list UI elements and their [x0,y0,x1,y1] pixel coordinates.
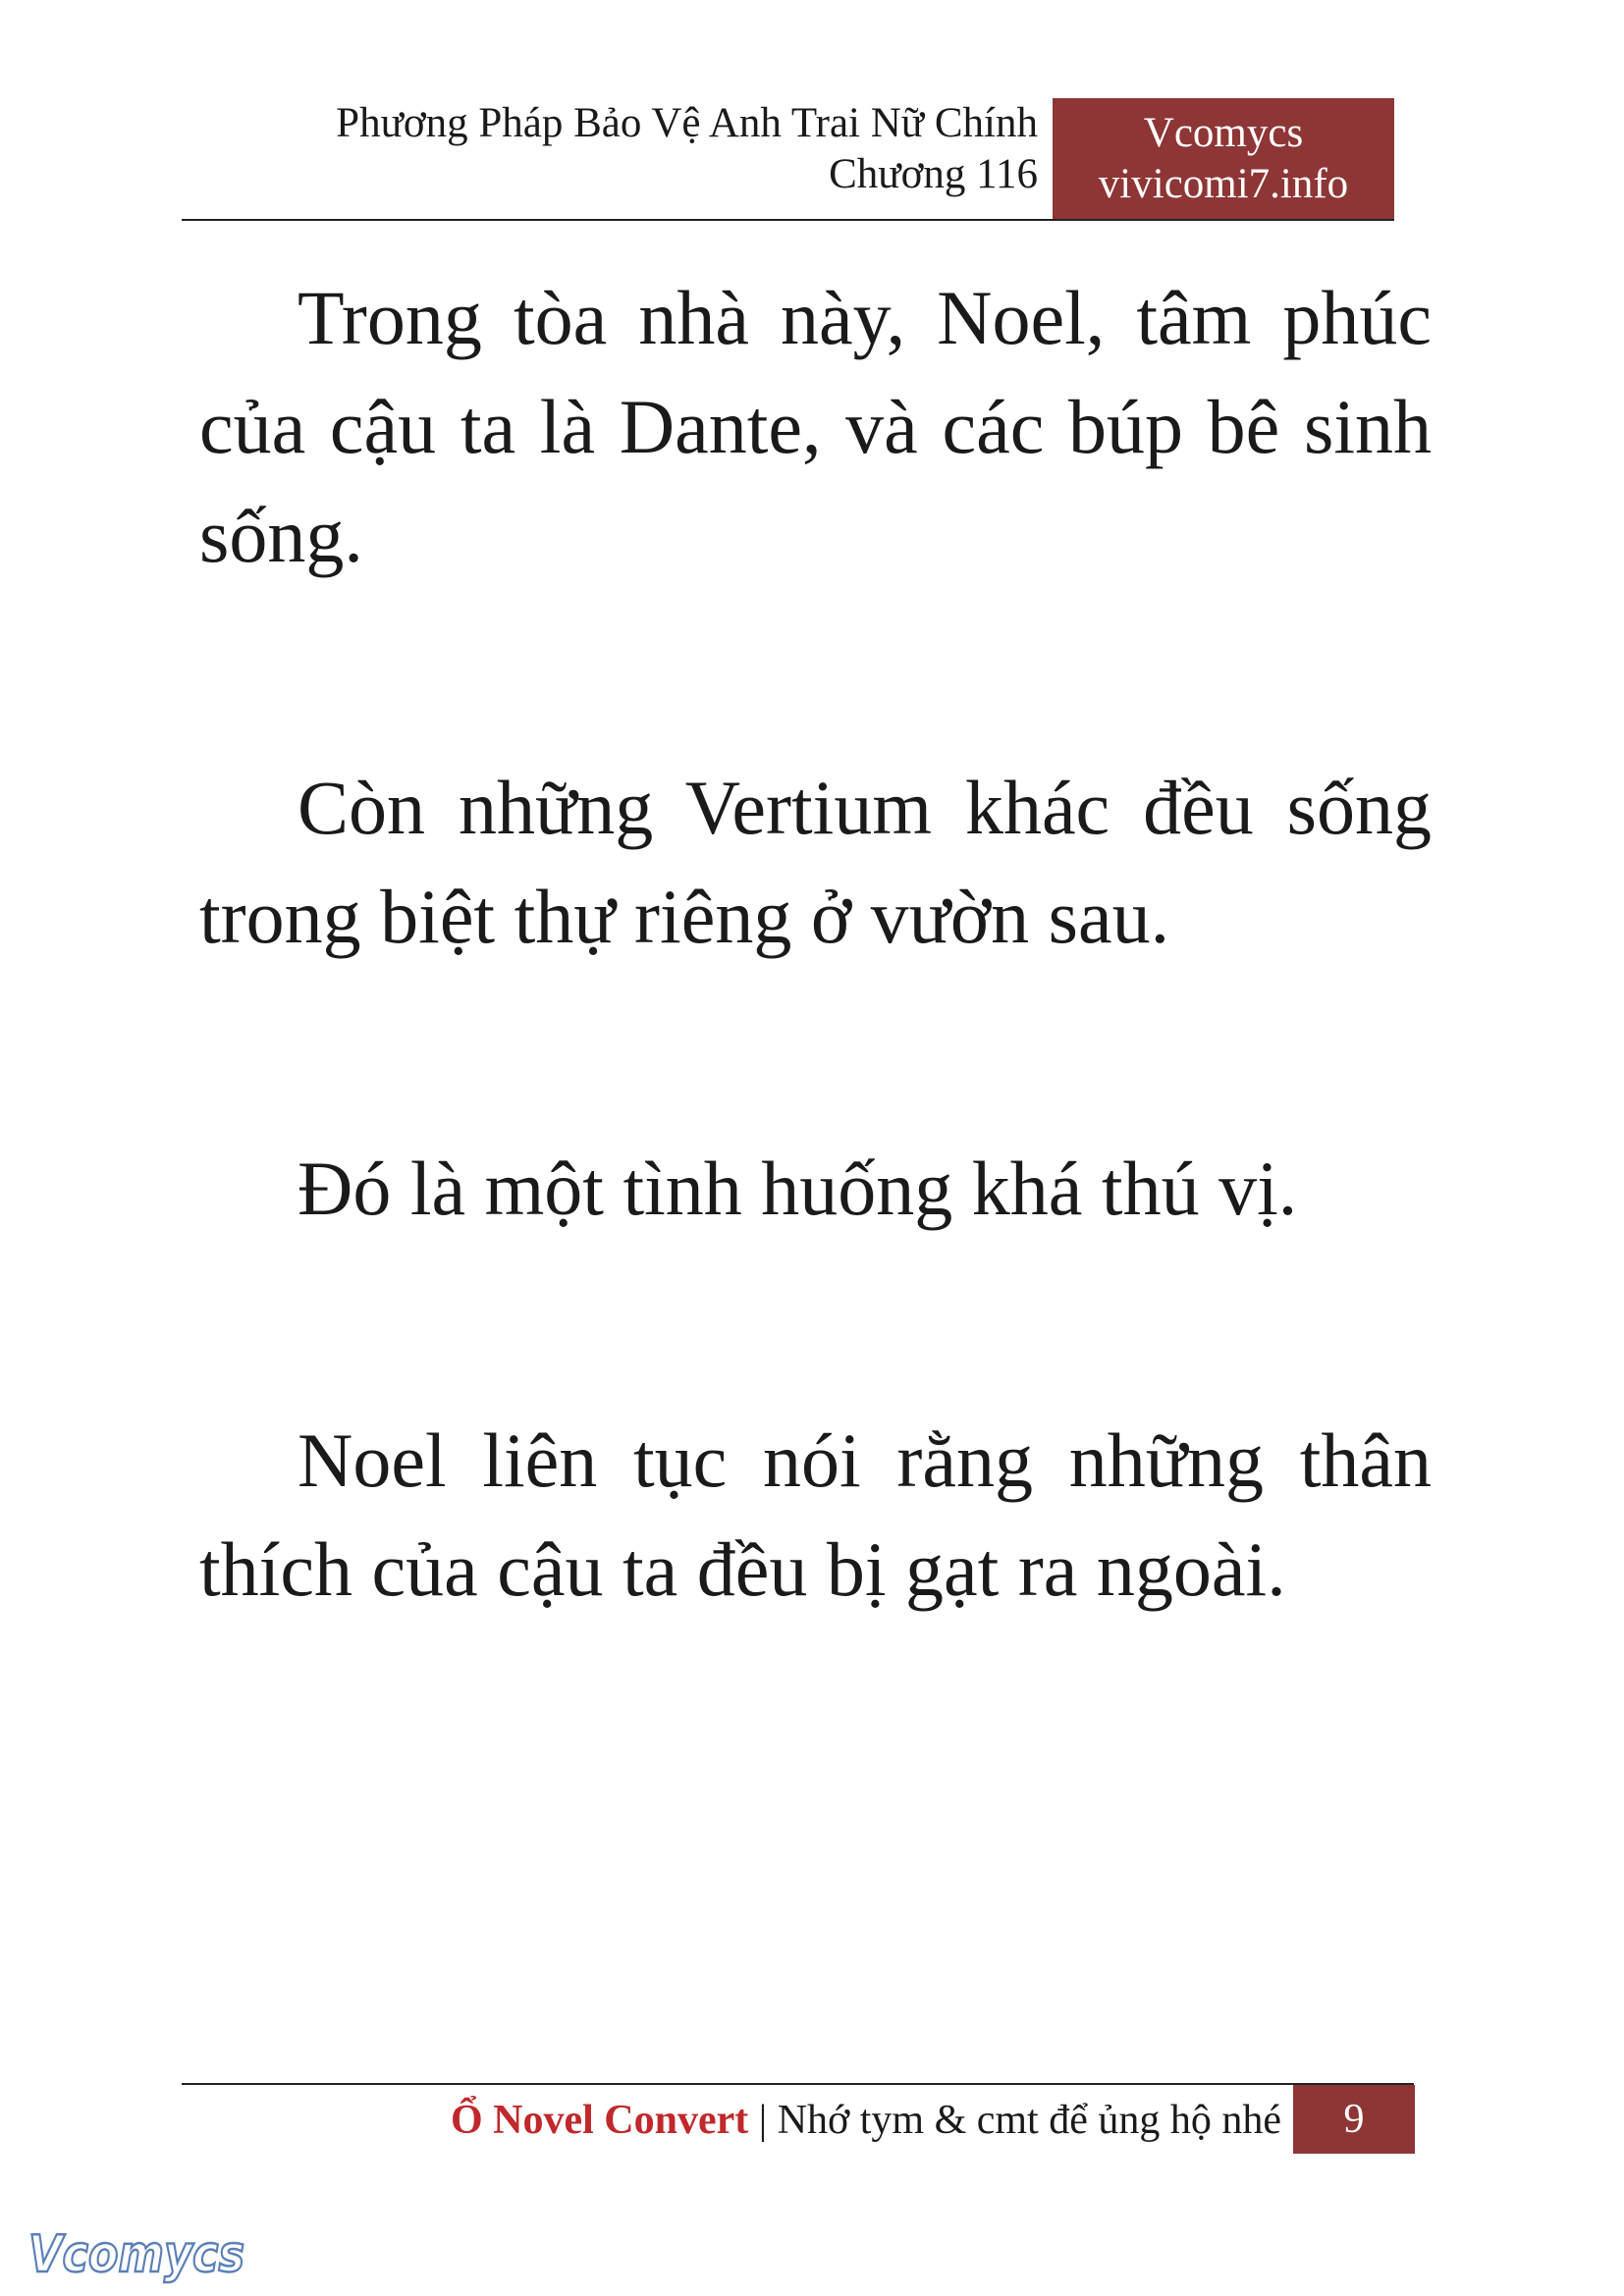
page-number: 9 [1293,2085,1415,2154]
paragraph-2: Còn những Vertium khác đều sống trong biệt thự riêng ở vườn sau. [199,765,1432,959]
chapter-label: Chương 116 [829,151,1038,197]
site-badge [1053,98,1394,220]
footer-separator: | [758,2098,768,2143]
site-name: Vcomycs [1143,110,1304,156]
vcomycs-logo [25,2220,250,2289]
header-divider [182,219,1394,221]
running-header [182,98,1038,200]
paragraph-4: Noel liên tục nói rằng những thân thích của cậu ta đều bị gạt ra ngoài. [199,1417,1432,1612]
book-title: Phương Pháp Bảo Vệ Anh Trai Nữ Chính [336,100,1038,146]
footer-divider [182,2083,1414,2085]
paragraph-1: Trong tòa nhà này, Noel, tâm phúc của cậu ta là Dante, và các búp bê sinh sống. [199,275,1432,578]
paragraph-3: Đó là một tình huống khá thú vị. [298,1146,1298,1231]
footer-brand: Ổ Novel Convert [450,2098,749,2143]
footer-message: Nhớ tym & cmt để ủng hộ nhé [777,2098,1281,2143]
site-url: vivicomi7.info [1098,161,1349,207]
chapter-body [199,263,1432,1787]
footer-note [182,2093,1281,2148]
logo-text: Vcomycs [28,2225,244,2284]
